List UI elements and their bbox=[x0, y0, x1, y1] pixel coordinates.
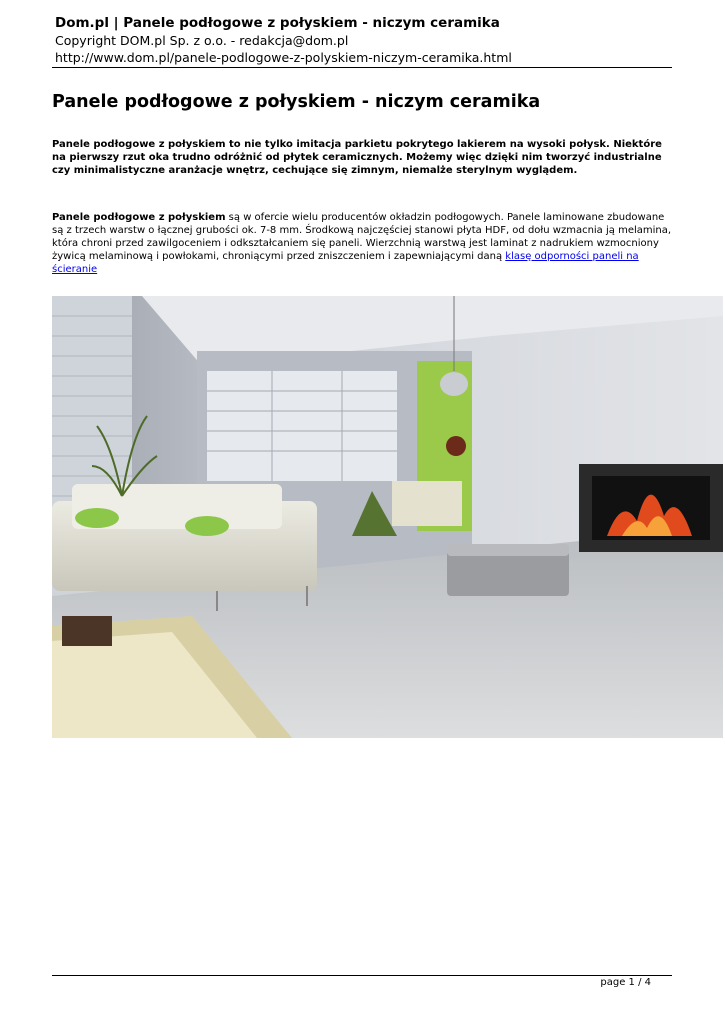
source-url: http://www.dom.pl/panele-podlogowe-z-polyskiem-niczym-ceramika.html bbox=[55, 50, 512, 65]
site-title: Dom.pl | Panele podłogowe z połyskiem - niczym ceramika bbox=[55, 15, 500, 31]
body-bold-phrase: Panele podłogowe z połyskiem bbox=[52, 212, 226, 223]
page-number: page 1 / 4 bbox=[600, 977, 651, 988]
abrasion-class-link[interactable]: klasę odporności paneli na ścieranie bbox=[52, 251, 639, 275]
copyright-line: Copyright DOM.pl Sp. z o.o. - redakcja@dom.pl bbox=[55, 33, 349, 48]
header-divider bbox=[52, 67, 672, 68]
interior-photo bbox=[52, 296, 723, 738]
footer-divider bbox=[52, 975, 672, 976]
body-paragraph-text: są w ofercie wielu producentów okładzin podłogowych. Panele laminowane zbudowane są z trzech warstw o łącznej grubości ok. 7-8 mm. Środkową najczęściej stanowi płyta HDF, od dołu wzmacnia ją melamina, która chroni przed zawilgoceniem i odkształcaniem się paneli. Wierzchnią warstwą jest laminat z nadrukiem wzmocniony żywicą melaminową i powłokami, chroniącymi przed zniszczeniem i zapewniającymi daną bbox=[52, 212, 672, 262]
article-lead: Panele podłogowe z połyskiem to nie tylko imitacja parkietu pokrytego lakierem na wysoki połysk. Niektóre na pierwszy rzut oka trudno odróżnić od płytek ceramicznych. Możemy więc dzięki nim tworzyć industrialne czy minimalistyczne aranżacje wnętrz, cechujące się zimnym, niemalże sterylnym wyglądem. bbox=[52, 139, 662, 176]
article-title: Panele podłogowe z połyskiem - niczym ceramika bbox=[52, 92, 541, 112]
article-body bbox=[52, 211, 677, 276]
document-header bbox=[52, 14, 672, 66]
